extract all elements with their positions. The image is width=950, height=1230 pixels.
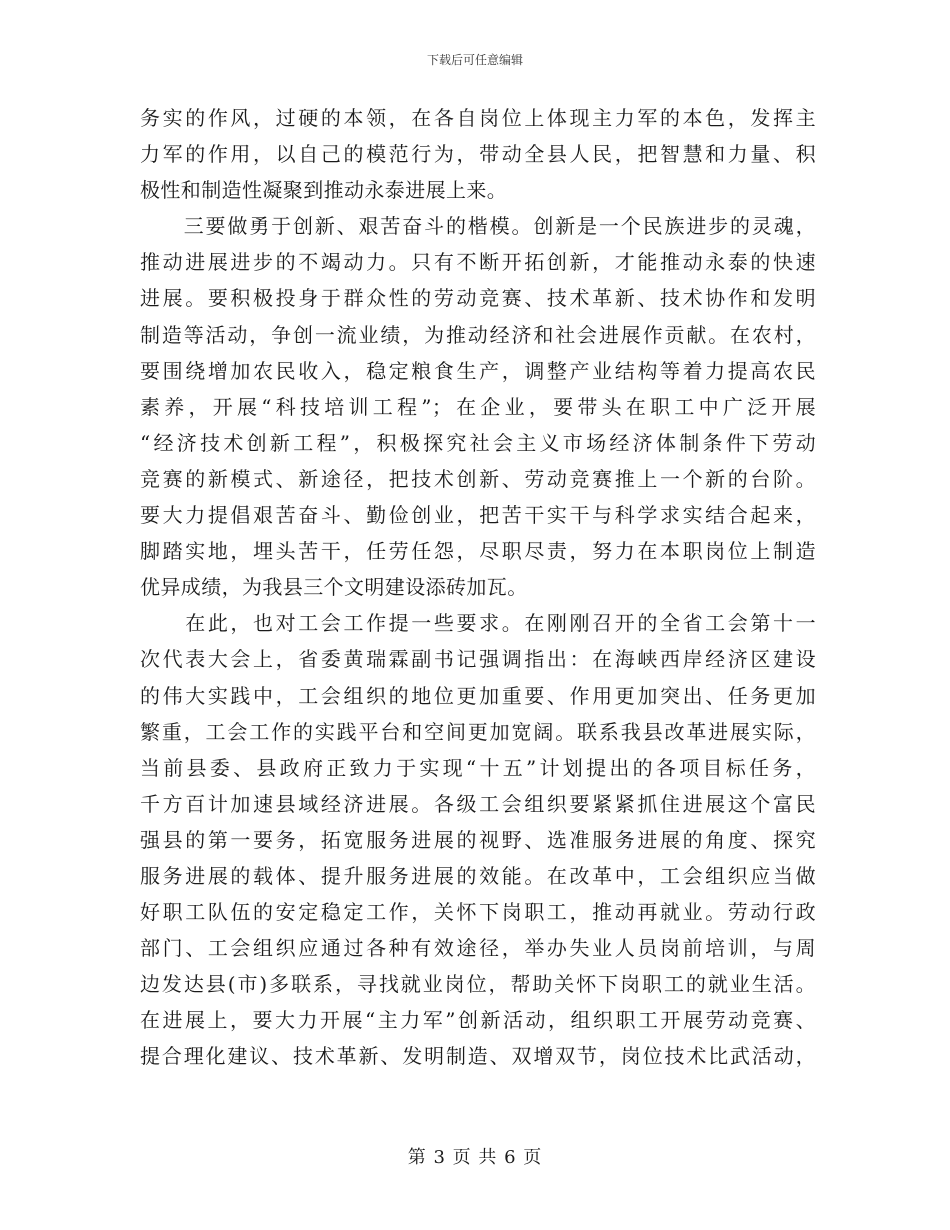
text-line: 推动进展进步的不竭动力。只有不断开拓创新，才能推动永泰的快速	[140, 250, 816, 275]
text-line: 提合理化建议、技术革新、发明制造、双增双节，岗位技术比武活动，	[140, 1044, 816, 1069]
text-line: 好职工队伍的安定稳定工作，关怀下岗职工，推动再就业。劳动行政	[140, 900, 816, 925]
text-line: 优异成绩，为我县三个文明建设添砖加瓦。	[140, 575, 528, 600]
text-line: 要围绕增加农民收入，稳定粮食生产，调整产业结构等着力提高农民	[140, 358, 816, 383]
text-line: 边发达县(市)多联系，寻找就业岗位，帮助关怀下岗职工的就业生活。	[140, 972, 816, 997]
text-line: 服务进展的载体、提升服务进展的效能。在改革中，工会组织应当做	[140, 863, 816, 888]
text-line: 部门、工会组织应通过各种有效途径，举办失业人员岗前培训，与周	[140, 936, 816, 961]
text-line: 竞赛的新模式、新途径，把技术创新、劳动竞赛推上一个新的台阶。	[140, 466, 816, 491]
text-line: 务实的作风，过硬的本领，在各自岗位上体现主力军的本色，发挥主	[140, 106, 816, 130]
text-line: 次代表大会上，省委黄瑞霖副书记强调指出：在海峡西岸经济区建设	[140, 647, 816, 672]
text-line: “经济技术创新工程”，积极探究社会主义市场经济体制条件下劳动	[140, 430, 816, 455]
text-line: 千方百计加速县域经济进展。各级工会组织要紧紧抓住进展这个富民	[140, 791, 816, 816]
page-footer: 第 3 页 共 6 页	[407, 1147, 543, 1168]
text-line: 繁重，工会工作的实践平台和空间更加宽阔。联系我县改革进展实际，	[140, 719, 816, 744]
text-line: 在此，也对工会工作提一些要求。在刚刚召开的全省工会第十一	[140, 611, 816, 636]
page-header: 下载后可任意编辑	[426, 53, 523, 67]
text-line: 当前县委、县政府正致力于实现“十五”计划提出的各项目标任务，	[140, 755, 816, 780]
text-line: 在进展上，要大力开展“主力军”创新活动，组织职工开展劳动竞赛、	[140, 1008, 816, 1033]
text-line: 要大力提倡艰苦奋斗、勤俭创业，把苦干实干与科学求实结合起来，	[140, 503, 816, 528]
text-line: 力军的作用，以自己的模范行为，带动全县人民，把智慧和力量、积	[140, 142, 816, 167]
body-text	[140, 100, 816, 1075]
text-line: 脚踏实地，埋头苦干，任劳任怨，尽职尽责，努力在本职岗位上制造	[140, 539, 816, 564]
text-line: 三要做勇于创新、艰苦奋斗的楷模。创新是一个民族进步的灵魂，	[140, 214, 816, 239]
text-line: 的伟大实践中，工会组织的地位更加重要、作用更加突出、任务更加	[140, 683, 816, 708]
text-line: 制造等活动，争创一流业绩，为推动经济和社会进展作贡献。在农村，	[140, 322, 816, 347]
text-line: 强县的第一要务，拓宽服务进展的视野、选准服务进展的角度、探究	[140, 827, 816, 852]
text-line: 极性和制造性凝聚到推动永泰进展上来。	[140, 178, 508, 203]
text-line: 进展。要积极投身于群众性的劳动竞赛、技术革新、技术协作和发明	[140, 286, 816, 311]
text-line: 素养，开展“科技培训工程”；在企业，要带头在职工中广泛开展	[140, 394, 816, 419]
